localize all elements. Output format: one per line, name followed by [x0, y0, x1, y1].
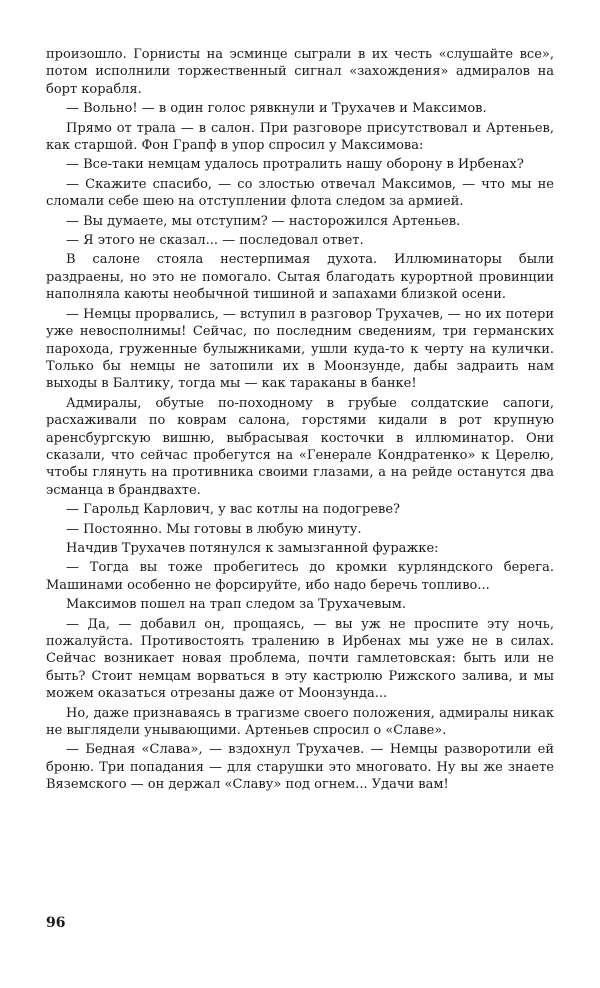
paragraph-18: — Бедная «Слава», — вздохнул Трухачев. — Немцы разворотили ей броню. Три попадания — для старушки это многовато. Ну вы же знаете Вяземского — он держал «Славу» под огнем... Удачи вам!	[46, 742, 554, 793]
paragraph-4: — Все-таки немцам удалось протралить нашу оборону в Ирбенах?	[66, 157, 524, 173]
paragraph-5: — Скажите спасибо, — со злостью отвечал Максимов, — что мы не сломали себе шею на отступлении флота следом за армией.	[46, 176, 554, 210]
paragraph-7: — Я этого не сказал... — последовал ответ.	[66, 233, 364, 249]
paragraph-15: Максимов пошел на трап следом за Трухачевым.	[66, 597, 406, 613]
paragraph-1: произошло. Горнисты на эсминце сыграли в их честь «слушайте все», потом исполнили торжественный сигнал «захождения» адмиралов на борт корабля.	[46, 47, 554, 97]
paragraph-17: Но, даже признаваясь в трагизме своего положения, адмиралы никак не выглядели унывающими. Артеньев спросил о «Славе».	[46, 705, 554, 739]
paragraph-8: В салоне стояла нестерпимая духота. Иллюминаторы были раздраены, но это не помогало. Сытая благодать курортной провинции наполняла каюты необычной тишиной и запахами близкой осени.	[46, 252, 554, 303]
page-body	[46, 46, 554, 796]
paragraph-12: — Постоянно. Мы готовы в любую минуту.	[66, 521, 362, 537]
paragraph-9: — Немцы прорвались, — вступил в разговор Трухачев, — но их потери уже невосполнимы! Сейчас, по последним сведениям, три германских парохода, груженные булыжниками, ушли куда-то к черту на кулички. Только бы немцы не затопили их в Моонзунде, дабы задраить нам выходы в Балтику, тогда мы — как тараканы в банке!	[46, 306, 554, 392]
paragraph-13: Начдив Трухачев потянулся к замызганной фуражке:	[66, 540, 439, 556]
paragraph-6: — Вы думаете, мы отступим? — насторожился Артеньев.	[66, 213, 461, 229]
paragraph-2: — Вольно! — в один голос рявкнули и Трухачев и Максимов.	[66, 101, 487, 117]
page-number: 96	[46, 915, 66, 931]
paragraph-3: Прямо от трала — в салон. При разговоре присутствовал и Артеньев, как старшой. Фон Грапф в упор спросил у Максимова:	[46, 120, 554, 154]
paragraph-11: — Гарольд Карлович, у вас котлы на подогреве?	[66, 502, 400, 518]
paragraph-14: — Тогда вы тоже пробегитесь до кромки курляндского берега. Машинами особенно не форсируйте, ибо надо беречь топливо...	[46, 560, 554, 593]
paragraph-10: Адмиралы, обутые по-походному в грубые солдатские сапоги, расхаживали по коврам салона, горстями кидали в рот крупную аренсбургскую вишню, выбрасывая косточки в иллюминатор. Они сказали, что сейчас пробегутся на «Генерале Кондратенко» к Церелю, чтобы глянуть на противника своими глазами, а на рейде останутся два эсманца в брандвахте.	[46, 395, 554, 498]
paragraph-16: — Да, — добавил он, прощаясь, — вы уж не проспите эту ночь, пожалуйста. Противостоять тралению в Ирбенах мы уже не в силах. Сейчас возникает новая проблема, почти гамлетовская: быть или не быть? Стоит немцам ворваться в эту кастрюлю Рижского залива, и мы можем оказаться отрезаны даже от Моонзунда...	[46, 616, 554, 702]
